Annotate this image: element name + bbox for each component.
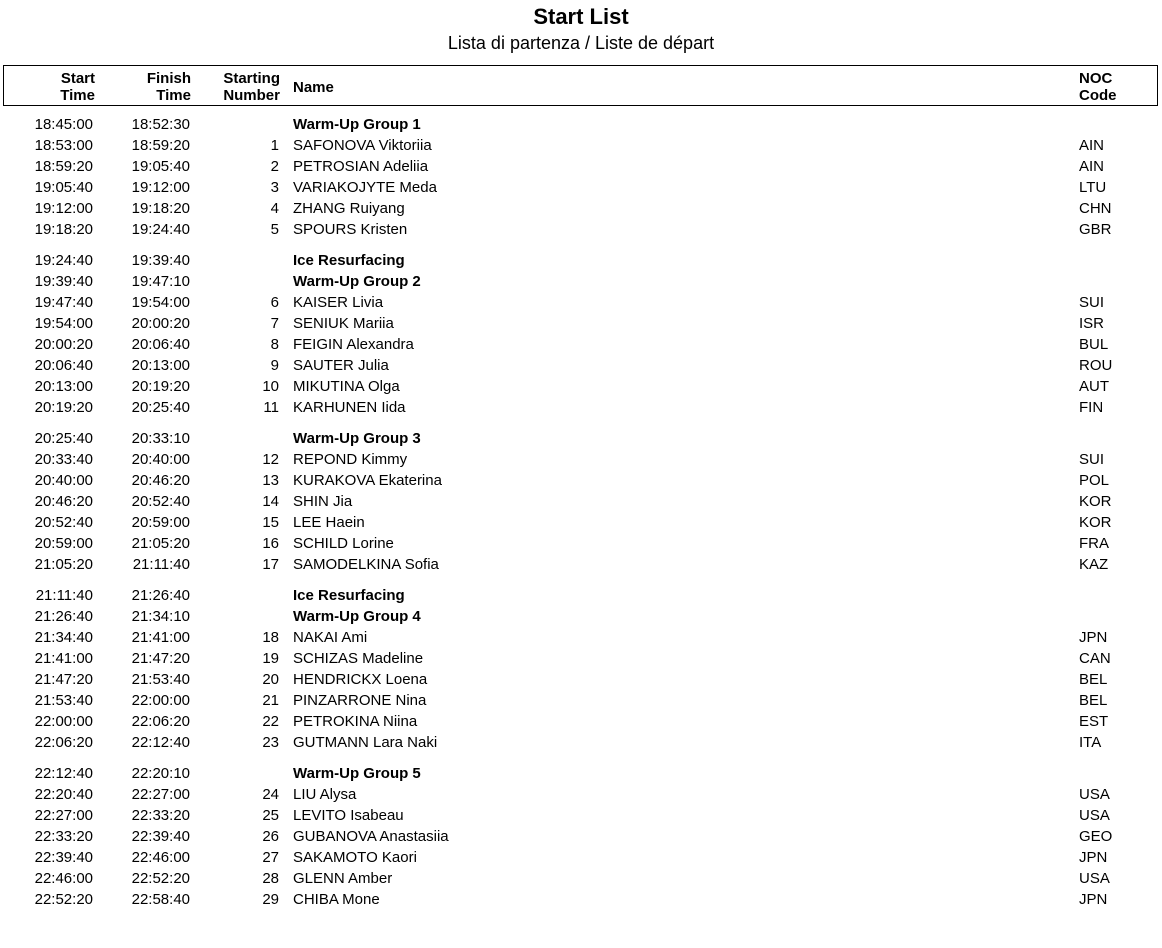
noc-code-cell: USA (1079, 786, 1110, 803)
finish-time-cell: 22:20:10 (131, 765, 190, 782)
name-cell: MIKUTINA Olga (293, 378, 400, 395)
header-noc-code (1079, 70, 1117, 104)
name-cell: SHIN Jia (293, 493, 353, 510)
header-start-time-line2: Time (60, 87, 95, 104)
finish-time-cell: 21:41:00 (131, 629, 190, 646)
header-name: Name (293, 79, 334, 96)
start-time-cell: 21:41:00 (34, 650, 93, 667)
table-row (0, 292, 1162, 313)
starting-number-cell: 11 (263, 399, 279, 416)
finish-time-cell: 20:13:00 (131, 357, 190, 374)
start-time-cell: 20:00:20 (34, 336, 93, 353)
starting-number-cell: 5 (270, 221, 279, 238)
starting-number-cell: 29 (262, 891, 279, 908)
finish-time-cell: 21:11:40 (132, 556, 190, 573)
start-time-cell: 20:59:00 (34, 535, 93, 552)
start-time-cell: 19:12:00 (34, 200, 93, 217)
name-cell: SAKAMOTO Kaori (293, 849, 417, 866)
start-time-cell: 18:45:00 (34, 116, 93, 133)
section-row (0, 428, 1162, 449)
starting-number-cell: 4 (270, 200, 279, 217)
header-noc-code-line1: NOC (1079, 70, 1113, 87)
noc-code-cell: ISR (1079, 315, 1105, 332)
start-time-cell: 21:47:20 (34, 671, 93, 688)
table-row (0, 177, 1162, 198)
table-row (0, 334, 1162, 355)
name-cell: SAUTER Julia (293, 357, 389, 374)
noc-code-cell: JPN (1079, 891, 1108, 908)
table-header (3, 65, 1158, 106)
finish-time-cell: 22:58:40 (131, 891, 190, 908)
start-time-cell: 20:13:00 (34, 378, 93, 395)
name-cell: FEIGIN Alexandra (293, 336, 414, 353)
starting-number-cell: 1 (270, 137, 279, 154)
noc-code-cell: BEL (1079, 692, 1108, 709)
name-cell: Warm-Up Group 5 (293, 765, 421, 782)
header-starting-number-line2: Number (223, 87, 280, 104)
name-cell: Warm-Up Group 1 (293, 116, 421, 133)
start-time-cell: 22:33:20 (34, 828, 93, 845)
section-row (0, 585, 1162, 606)
name-cell: ZHANG Ruiyang (293, 200, 405, 217)
finish-time-cell: 20:46:20 (131, 472, 190, 489)
table-row (0, 826, 1162, 847)
finish-time-cell: 19:24:40 (131, 221, 190, 238)
start-time-cell: 18:53:00 (34, 137, 93, 154)
finish-time-cell: 20:00:20 (131, 315, 190, 332)
start-time-cell: 19:18:20 (34, 221, 93, 238)
start-time-cell: 19:05:40 (34, 179, 93, 196)
noc-code-cell: GBR (1079, 221, 1112, 238)
starting-number-cell: 25 (262, 807, 279, 824)
table-row (0, 313, 1162, 334)
table-row (0, 627, 1162, 648)
name-cell: SAFONOVA Viktoriia (293, 137, 432, 154)
start-time-cell: 19:39:40 (34, 273, 93, 290)
starting-number-cell: 26 (262, 828, 279, 845)
start-time-cell: 21:53:40 (34, 692, 93, 709)
finish-time-cell: 19:18:20 (131, 200, 190, 217)
finish-time-cell: 20:40:00 (131, 451, 190, 468)
starting-number-cell: 13 (262, 472, 279, 489)
finish-time-cell: 22:46:00 (131, 849, 190, 866)
name-cell: PINZARRONE Nina (293, 692, 427, 709)
table-row (0, 690, 1162, 711)
finish-time-cell: 21:26:40 (131, 587, 190, 604)
noc-code-cell: JPN (1079, 629, 1108, 646)
name-cell: LEVITO Isabeau (293, 807, 404, 824)
start-time-cell: 20:40:00 (34, 472, 93, 489)
noc-code-cell: KOR (1079, 493, 1112, 510)
name-cell: GUBANOVA Anastasiia (293, 828, 449, 845)
header-finish-time (104, 70, 191, 104)
table-row (0, 512, 1162, 533)
name-cell: VARIAKOJYTE Meda (293, 179, 437, 196)
start-time-cell: 22:06:20 (34, 734, 93, 751)
table-row (0, 889, 1162, 910)
noc-code-cell: ITA (1079, 734, 1102, 751)
starting-number-cell: 10 (262, 378, 279, 395)
table-row (0, 376, 1162, 397)
table-row (0, 847, 1162, 868)
header-noc-code-line2: Code (1079, 87, 1117, 104)
noc-code-cell: AUT (1079, 378, 1109, 395)
starting-number-cell: 28 (262, 870, 279, 887)
section-row (0, 114, 1162, 135)
starting-number-cell: 15 (262, 514, 279, 531)
name-cell: Warm-Up Group 3 (293, 430, 421, 447)
start-time-cell: 21:05:20 (34, 556, 93, 573)
finish-time-cell: 20:19:20 (131, 378, 190, 395)
starting-number-cell: 23 (262, 734, 279, 751)
name-cell: REPOND Kimmy (293, 451, 408, 468)
table-row (0, 449, 1162, 470)
finish-time-cell: 22:27:00 (131, 786, 190, 803)
finish-time-cell: 19:54:00 (131, 294, 190, 311)
noc-code-cell: EST (1079, 713, 1109, 730)
table-row (0, 491, 1162, 512)
finish-time-cell: 20:25:40 (131, 399, 190, 416)
start-list-table (0, 114, 1162, 910)
table-row (0, 732, 1162, 753)
table-row (0, 868, 1162, 889)
name-cell: GLENN Amber (293, 870, 393, 887)
starting-number-cell: 2 (270, 158, 279, 175)
name-cell: GUTMANN Lara Naki (293, 734, 438, 751)
noc-code-cell: SUI (1079, 294, 1105, 311)
noc-code-cell: LTU (1079, 179, 1107, 196)
page-title: Start List (533, 4, 629, 29)
start-time-cell: 22:00:00 (34, 713, 93, 730)
noc-code-cell: CHN (1079, 200, 1112, 217)
table-row (0, 198, 1162, 219)
starting-number-cell: 16 (262, 535, 279, 552)
header-starting-number (202, 70, 280, 104)
name-cell: HENDRICKX Loena (293, 671, 428, 688)
name-cell: KURAKOVA Ekaterina (293, 472, 442, 489)
start-time-cell: 19:24:40 (34, 252, 93, 269)
section-row (0, 763, 1162, 784)
table-row (0, 219, 1162, 240)
starting-number-cell: 14 (262, 493, 279, 510)
section-row (0, 606, 1162, 627)
start-time-cell: 20:33:40 (34, 451, 93, 468)
noc-code-cell: FIN (1079, 399, 1104, 416)
starting-number-cell: 24 (262, 786, 279, 803)
starting-number-cell: 17 (262, 556, 279, 573)
name-cell: CHIBA Mone (293, 891, 380, 908)
header-start-time (4, 70, 95, 104)
finish-time-cell: 21:34:10 (131, 608, 190, 625)
noc-code-cell: FRA (1079, 535, 1109, 552)
table-row (0, 805, 1162, 826)
start-time-cell: 20:06:40 (34, 357, 93, 374)
name-cell: PETROSIAN Adeliia (293, 158, 429, 175)
header-start-time-line1: Start (60, 70, 95, 87)
finish-time-cell: 22:39:40 (131, 828, 190, 845)
table-row (0, 397, 1162, 418)
name-cell: Ice Resurfacing (293, 252, 405, 269)
noc-code-cell: KOR (1079, 514, 1112, 531)
finish-time-cell: 20:52:40 (131, 493, 190, 510)
name-cell: KAISER Livia (293, 294, 384, 311)
start-time-cell: 18:59:20 (34, 158, 93, 175)
starting-number-cell: 20 (262, 671, 279, 688)
noc-code-cell: BEL (1079, 671, 1108, 688)
name-cell: LEE Haein (293, 514, 365, 531)
finish-time-cell: 20:59:00 (131, 514, 190, 531)
table-row (0, 533, 1162, 554)
noc-code-cell: AIN (1079, 137, 1105, 154)
header-finish-time-line1: Finish (146, 70, 191, 87)
section-row (0, 250, 1162, 271)
finish-time-cell: 21:53:40 (131, 671, 190, 688)
start-time-cell: 21:11:40 (35, 587, 93, 604)
finish-time-cell: 22:33:20 (131, 807, 190, 824)
noc-code-cell: KAZ (1079, 556, 1109, 573)
name-cell: SCHIZAS Madeline (293, 650, 424, 667)
name-cell: SENIUK Mariia (293, 315, 394, 332)
name-cell: SPOURS Kristen (293, 221, 408, 238)
starting-number-cell: 9 (270, 357, 279, 374)
noc-code-cell: BUL (1079, 336, 1109, 353)
start-time-cell: 22:12:40 (34, 765, 93, 782)
start-time-cell: 21:34:40 (34, 629, 93, 646)
noc-code-cell: USA (1079, 870, 1110, 887)
finish-time-cell: 18:52:30 (131, 116, 190, 133)
starting-number-cell: 27 (262, 849, 279, 866)
start-time-cell: 22:27:00 (34, 807, 93, 824)
noc-code-cell: JPN (1079, 849, 1108, 866)
table-row (0, 648, 1162, 669)
name-cell: NAKAI Ami (293, 629, 368, 646)
start-time-cell: 19:54:00 (34, 315, 93, 332)
table-row (0, 470, 1162, 491)
table-row (0, 669, 1162, 690)
name-cell: LIU Alysa (293, 786, 357, 803)
finish-time-cell: 22:52:20 (131, 870, 190, 887)
table-row (0, 355, 1162, 376)
starting-number-cell: 7 (270, 315, 279, 332)
name-cell: SAMODELKINA Sofia (293, 556, 439, 573)
noc-code-cell: USA (1079, 807, 1110, 824)
finish-time-cell: 22:12:40 (131, 734, 190, 751)
table-row (0, 554, 1162, 575)
table-row (0, 711, 1162, 732)
finish-time-cell: 18:59:20 (131, 137, 190, 154)
finish-time-cell: 19:47:10 (131, 273, 190, 290)
starting-number-cell: 3 (270, 179, 279, 196)
name-cell: PETROKINA Niina (293, 713, 418, 730)
starting-number-cell: 6 (270, 294, 279, 311)
start-time-cell: 20:19:20 (34, 399, 93, 416)
finish-time-cell: 21:05:20 (131, 535, 190, 552)
starting-number-cell: 8 (270, 336, 279, 353)
noc-code-cell: CAN (1079, 650, 1111, 667)
start-time-cell: 20:25:40 (34, 430, 93, 447)
section-row (0, 271, 1162, 292)
noc-code-cell: GEO (1079, 828, 1113, 845)
starting-number-cell: 12 (262, 451, 279, 468)
noc-code-cell: AIN (1079, 158, 1105, 175)
page-subtitle: Lista di partenza / Liste de départ (447, 33, 715, 53)
finish-time-cell: 22:06:20 (131, 713, 190, 730)
start-time-cell: 22:39:40 (34, 849, 93, 866)
noc-code-cell: SUI (1079, 451, 1105, 468)
starting-number-cell: 19 (262, 650, 279, 667)
name-cell: Warm-Up Group 4 (293, 608, 421, 625)
finish-time-cell: 19:39:40 (131, 252, 190, 269)
finish-time-cell: 22:00:00 (131, 692, 190, 709)
start-time-cell: 19:47:40 (34, 294, 93, 311)
start-time-cell: 20:46:20 (34, 493, 93, 510)
finish-time-cell: 19:12:00 (131, 179, 190, 196)
table-row (0, 135, 1162, 156)
starting-number-cell: 22 (262, 713, 279, 730)
finish-time-cell: 20:06:40 (131, 336, 190, 353)
name-cell: Warm-Up Group 2 (293, 273, 421, 290)
finish-time-cell: 21:47:20 (131, 650, 190, 667)
start-time-cell: 22:20:40 (34, 786, 93, 803)
table-row (0, 156, 1162, 177)
header-starting-number-line1: Starting (223, 70, 280, 87)
finish-time-cell: 19:05:40 (131, 158, 190, 175)
name-cell: SCHILD Lorine (293, 535, 394, 552)
finish-time-cell: 20:33:10 (131, 430, 190, 447)
table-row (0, 784, 1162, 805)
start-time-cell: 22:52:20 (34, 891, 93, 908)
name-cell: Ice Resurfacing (293, 587, 405, 604)
starting-number-cell: 18 (262, 629, 279, 646)
header-finish-time-line2: Time (156, 87, 191, 104)
start-time-cell: 20:52:40 (34, 514, 93, 531)
name-cell: KARHUNEN Iida (293, 399, 406, 416)
noc-code-cell: ROU (1079, 357, 1113, 374)
start-time-cell: 22:46:00 (34, 870, 93, 887)
starting-number-cell: 21 (262, 692, 279, 709)
noc-code-cell: POL (1079, 472, 1110, 489)
start-time-cell: 21:26:40 (34, 608, 93, 625)
